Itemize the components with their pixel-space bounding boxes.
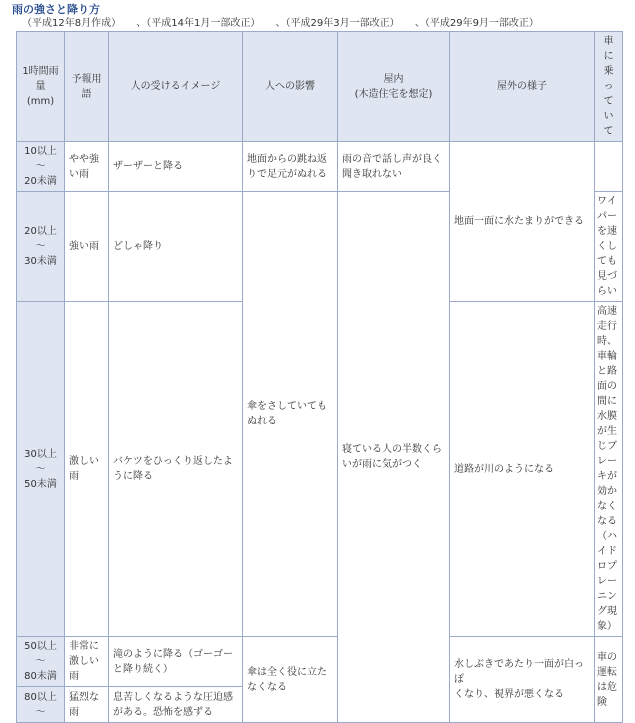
car-cell: ワイ パー を速 くし ても 見づ らい <box>595 192 623 302</box>
page-title: 雨の強さと降り方 <box>12 3 100 16</box>
impression-cell: ザーザーと降る <box>109 142 243 192</box>
rain-amount-cell: 20以上 ～ 30未満 <box>17 192 65 302</box>
table-row <box>17 142 623 192</box>
header-rain-amount: 1時間雨 量 (mm) <box>17 32 65 142</box>
forecast-term-cell: 強い雨 <box>65 192 109 302</box>
revision-note: （平成12年8月作成） <box>22 18 122 29</box>
impression-cell: 息苦しくなるような圧迫感 がある。恐怖を感ずる <box>109 687 243 723</box>
table-row <box>17 637 623 687</box>
revision-notes <box>22 14 551 29</box>
forecast-term-cell: やや強 い雨 <box>65 142 109 192</box>
header-forecast-term: 予報用 語 <box>65 32 109 142</box>
rain-amount-cell: 10以上 ～ 20未満 <box>17 142 65 192</box>
rain-amount-cell: 50以上 ～ 80未満 <box>17 637 65 687</box>
rain-amount-cell: 80以上 ～ <box>17 687 65 723</box>
outdoor-cell: 道路が川のようになる <box>450 302 595 637</box>
impression-cell: バケツをひっくり返したよ うに降る <box>109 302 243 637</box>
header-indoor: 屋内 (木造住宅を想定) <box>338 32 450 142</box>
car-cell: 高速 走行 時、 車輪 と路 面の 間に 水膜 が生 じブ レー キが 効か なく なる （ハ イド ロプ レー ニン グ現 象） <box>595 302 623 637</box>
impression-cell: 滝のように降る（ゴーゴー と降り続く） <box>109 637 243 687</box>
indoor-cell: 寝ている人の半数くら いが雨に気がつく <box>338 192 450 723</box>
revision-note: 、（平成29年3月一部改正） <box>275 18 400 29</box>
header-effect-on-people: 人への影響 <box>243 32 338 142</box>
rain-intensity-table <box>16 31 623 723</box>
outdoor-cell: 水しぶきであたり一面が白っぽ くなり、視界が悪くなる <box>450 637 595 723</box>
header-human-impression: 人の受けるイメージ <box>109 32 243 142</box>
revision-note: 、（平成14年1月一部改正） <box>136 18 261 29</box>
header-in-car: 車に 乗っ てい て <box>595 32 623 142</box>
header-outdoor: 屋外の様子 <box>450 32 595 142</box>
indoor-cell: 雨の音で話し声が良く 聞き取れない <box>338 142 450 192</box>
forecast-term-cell: 非常に 激しい 雨 <box>65 637 109 687</box>
rain-amount-cell: 30以上 ～ 50未満 <box>17 302 65 637</box>
car-cell-empty <box>595 142 623 192</box>
forecast-term-cell: 猛烈な 雨 <box>65 687 109 723</box>
forecast-term-cell: 激しい 雨 <box>65 302 109 637</box>
revision-note: 、（平成29年9月一部改正） <box>414 18 539 29</box>
effect-people-cell: 傘をさしていても ぬれる <box>243 192 338 637</box>
car-cell: 車の 運転 は危 険 <box>595 637 623 723</box>
impression-cell: どしゃ降り <box>109 192 243 302</box>
effect-people-cell: 地面からの跳ね返 りで足元がぬれる <box>243 142 338 192</box>
effect-people-cell: 傘は全く役に立た なくなる <box>243 637 338 723</box>
outdoor-cell: 地面一面に水たまりができる <box>450 142 595 302</box>
